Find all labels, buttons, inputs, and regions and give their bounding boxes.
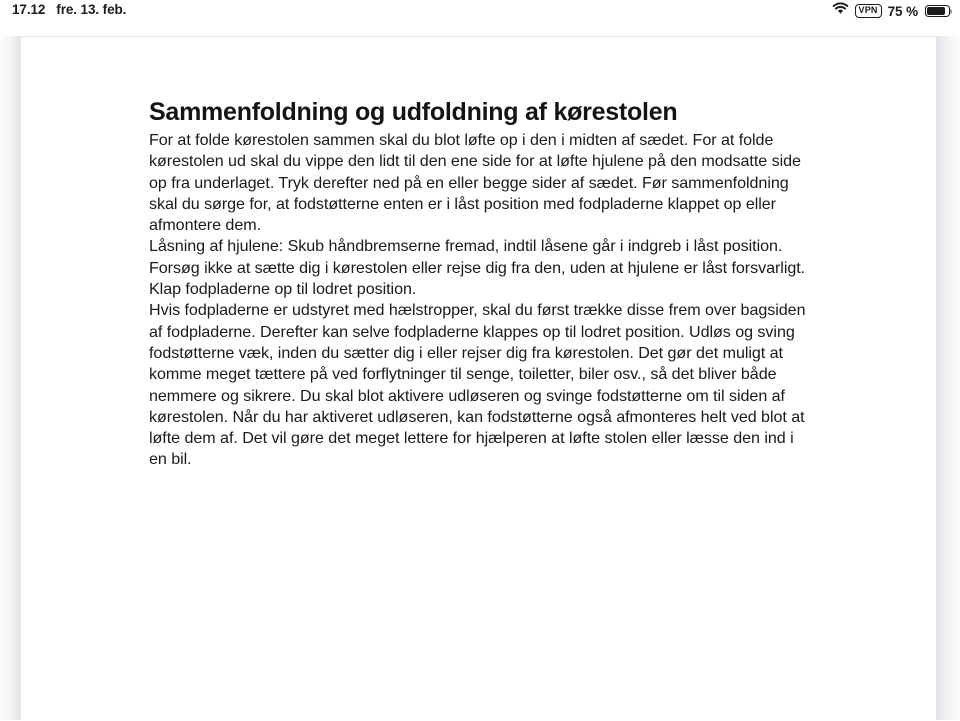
document-body xyxy=(149,130,814,471)
status-date: fre. 13. feb. xyxy=(56,2,127,17)
page-title: Sammenfoldning og udfoldning af kørestolen xyxy=(149,98,678,126)
status-bar-left xyxy=(12,2,126,17)
paragraph: For at folde kørestolen sammen skal du blot løfte op i den i midten af sædet. For at folde kørestolen ud skal du vippe den lidt til den ene side for at løfte hjulene på den modsatte side op fra underlaget. Tryk derefter ned på en eller begge sider af sædet. Før sammenfoldning skal du sørge for, at fodstøtterne enten er i låst position med fodpladerne klappet op eller afmontere dem. xyxy=(149,131,801,235)
status-bar-right xyxy=(832,2,950,20)
status-time: 17.12 xyxy=(12,2,46,17)
document-page xyxy=(21,36,936,721)
document-viewport[interactable] xyxy=(0,36,960,720)
battery-icon xyxy=(925,5,950,18)
battery-fill xyxy=(927,7,944,15)
paragraph: Forsøg ikke at sætte dig i kørestolen eller rejse dig fra den, uden at hjulene er låst forsvarligt. xyxy=(149,258,806,277)
paragraph: Låsning af hjulene: Skub håndbremserne fremad, indtil låsene går i indgreb i låst position. xyxy=(149,237,783,256)
wifi-icon xyxy=(832,2,849,20)
battery-percent-label: 75 % xyxy=(887,3,918,19)
vpn-badge: VPN xyxy=(855,4,882,18)
page-edge-left xyxy=(0,36,21,720)
page-edge-right xyxy=(936,36,960,720)
paragraph: Klap fodpladerne op til lodret position. xyxy=(149,280,417,299)
battery-cap-icon xyxy=(950,9,952,14)
document-content xyxy=(149,97,814,471)
status-bar xyxy=(0,0,960,36)
paragraph: Hvis fodpladerne er udstyret med hælstropper, skal du først trække disse frem over bagsiden af fodpladerne. Derefter kan selve fodpladerne klappes op til lodret position. Udløs og sving fodstøtterne væk, inden du sætter dig i eller rejser dig fra kørestolen. Det gør det muligt at komme meget tættere på ved forflytninger til senge, toiletter, biler osv., så det bliver både nemmere og sikrere. Du skal blot aktivere udløseren og svinge fodstøtterne om til siden af kørestolen. Når du har aktiveret udløseren, kan fodstøtterne også afmonteres helt ved blot at løfte dem af. Det vil gøre det meget lettere for hjælperen at løfte stolen eller læsse den ind i en bil. xyxy=(149,301,806,469)
